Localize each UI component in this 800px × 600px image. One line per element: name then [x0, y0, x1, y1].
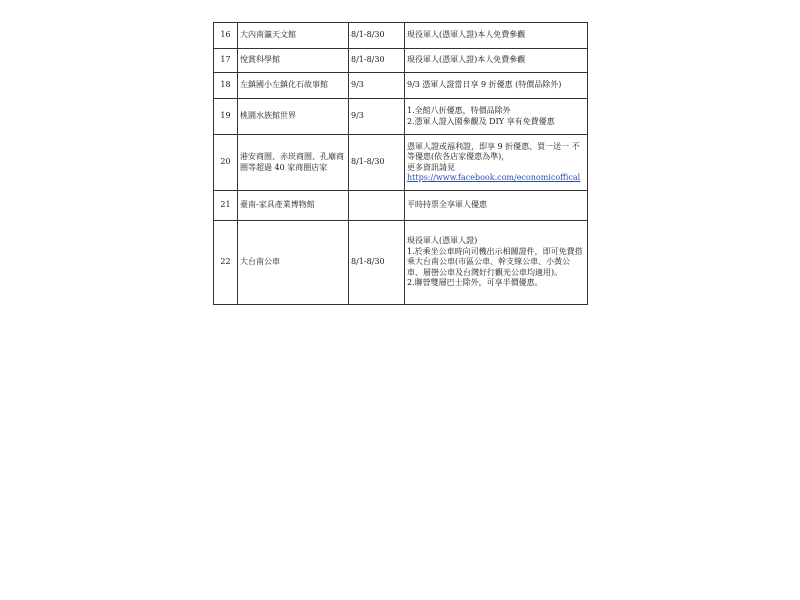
date-range: 8/1-8/30 [349, 23, 405, 49]
venue-name: 桃園水族館世界 [238, 99, 349, 135]
table-row [214, 191, 588, 221]
offer-description [405, 23, 588, 49]
venue-name: 大內南瀛天文館 [238, 23, 349, 49]
date-range: 8/1-8/30 [349, 221, 405, 305]
date-range: 9/3 [349, 99, 405, 135]
table-row [214, 221, 588, 305]
table-row [214, 49, 588, 73]
offer-description [405, 191, 588, 221]
table-row [214, 23, 588, 49]
offer-line: 憑軍人證或福利證，即享 9 折優惠、買一送一 不等優惠(依各店家優惠為準)， [407, 141, 580, 161]
row-number: 20 [214, 135, 238, 191]
row-number: 19 [214, 99, 238, 135]
date-range: 8/1-8/30 [349, 135, 405, 191]
table-row [214, 99, 588, 135]
table-row [214, 73, 588, 99]
offer-description [405, 49, 588, 73]
table-row [214, 135, 588, 191]
benefits-table [213, 22, 588, 305]
venue-name: 港安商圈、赤崁商圈、孔廟商圈等超過 40 家商圈店家 [238, 135, 349, 191]
facebook-link[interactable]: https://www.facebook.com/economicoffical [407, 173, 581, 182]
venue-name: 大台南公車 [238, 221, 349, 305]
row-number: 17 [214, 49, 238, 73]
offer-description [405, 135, 588, 191]
offer-line: 9/3 憑軍人證當日享 9 折優惠 (特價品除外) [407, 80, 562, 90]
row-number: 21 [214, 191, 238, 221]
date-range: 8/1-8/30 [349, 49, 405, 73]
date-range: 9/3 [349, 73, 405, 99]
offer-line: 平時持票全享軍人優惠 [407, 200, 487, 210]
offer-line: 1.於乘坐公車時向司機出示相關證件，即可免費搭乘大台南公車(市區公車、幹支線公車、小黃公車、層巒公車及台灣好行觀光公車均適用)。 [407, 246, 583, 277]
venue-name: 左鎮國小左鎮化石故事館 [238, 73, 349, 99]
row-number: 18 [214, 73, 238, 99]
date-range [349, 191, 405, 221]
offer-line: 1.全館八折優惠，特價品除外 [407, 106, 511, 115]
venue-name: 悅賞科學館 [238, 49, 349, 73]
offer-line: 2.聯營雙層巴士除外，可享半價優惠。 [407, 278, 543, 288]
offer-line: 現役軍人(憑軍人證) [407, 236, 478, 246]
offer-description [405, 73, 588, 99]
offer-description [405, 99, 588, 135]
offer-description [405, 221, 588, 305]
row-number: 22 [214, 221, 238, 305]
offer-line: 更多資訊請見 [407, 162, 455, 172]
offer-line: 2.憑軍人證入園參觀及 DIY 享有免費優惠 [407, 116, 555, 126]
row-number: 16 [214, 23, 238, 49]
offer-line: 現役軍人(憑軍人證)本人免費參觀 [407, 55, 526, 65]
venue-name: 臺南-家具產業博物館 [238, 191, 349, 221]
offer-line: 現役軍人(憑軍人證)本人免費參觀 [407, 30, 526, 40]
